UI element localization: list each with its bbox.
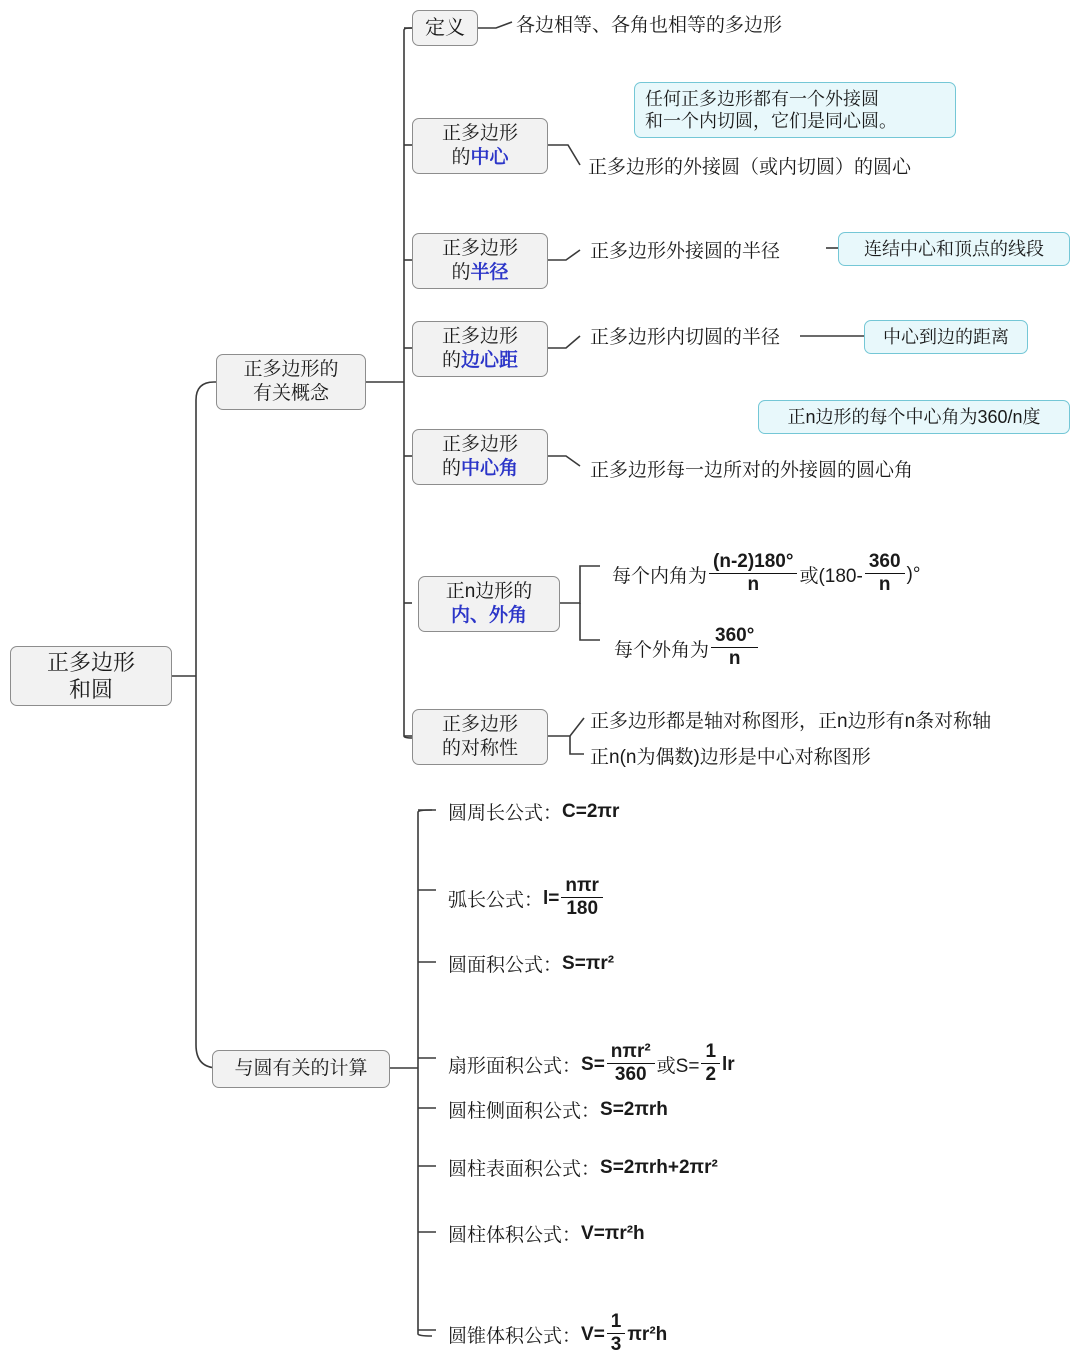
formula-cylinder-lateral [448, 1096, 668, 1123]
node-apothem[interactable] [412, 321, 548, 377]
formula-arc-length-numerator: nπr [561, 875, 603, 898]
formula-arc-length-fraction [561, 875, 603, 921]
node-center-keyword: 中心 [470, 147, 509, 168]
node-symmetry-line2: 的对称性 [441, 738, 518, 759]
interior-angle-numerator2: 360 [865, 551, 905, 574]
node-apothem-line2: 的边心距 [441, 350, 519, 371]
node-apothem-keyword: 边心距 [461, 350, 519, 371]
symmetry-desc-1: 正多边形都是轴对称图形，正n边形有n条对称轴 [590, 711, 992, 732]
interior-angle-fraction [709, 551, 797, 597]
formula-sector-area-fraction [607, 1041, 655, 1087]
formula-cylinder-lateral-name: 圆柱侧面积公式： [448, 1101, 601, 1122]
node-symmetry[interactable] [412, 709, 548, 765]
note-center [634, 82, 956, 138]
node-ngon-angles-line1: 正n边形的 [445, 581, 533, 603]
interior-angle-mid: 或(180- [799, 566, 863, 588]
node-central-angle[interactable] [412, 429, 548, 485]
note-apothem-text: 中心到边的距离 [883, 326, 1009, 347]
interior-angle-denominator2: n [878, 573, 891, 595]
formula-circumference [448, 798, 619, 825]
node-ngon-angles[interactable] [418, 576, 560, 632]
exterior-angle-denominator: n [728, 647, 741, 669]
formula-cylinder-volume-name: 圆柱体积公式： [448, 1225, 582, 1246]
formula-sector-area-mid: 或S= [656, 1056, 700, 1078]
formula-circle-area-name: 圆面积公式： [448, 955, 563, 976]
interior-angle-denominator: n [747, 573, 760, 595]
exterior-angle-prefix: 每个外角为 [614, 640, 710, 662]
interior-angle-fraction2 [865, 551, 905, 597]
formula-sector-area-numerator: nπr² [607, 1041, 655, 1064]
interior-angle-suffix: )° [906, 563, 921, 585]
formula-sector-area-denominator: 360 [614, 1063, 647, 1085]
note-radius [838, 232, 1070, 266]
node-radius[interactable] [412, 233, 548, 289]
formula-cylinder-surface-name: 圆柱表面积公式： [448, 1159, 601, 1180]
note-radius-text: 连结中心和顶点的线段 [864, 238, 1044, 259]
formula-cylinder-surface [448, 1154, 718, 1181]
note-central-angle [758, 400, 1070, 434]
interior-angle-numerator: (n-2)180° [709, 551, 797, 574]
node-center[interactable] [412, 118, 548, 174]
node-apothem-line1: 正多边形 [441, 326, 518, 348]
formula-cone-volume-denominator: 3 [610, 1333, 622, 1355]
formula-circumference-expr: C=2πr [562, 800, 620, 822]
formula-sector-area [448, 1042, 735, 1088]
formula-cone-volume-numerator: 1 [607, 1311, 626, 1334]
branch-concepts[interactable] [216, 354, 366, 410]
note-central-angle-text: 正n边形的每个中心角为360/n度 [787, 406, 1041, 427]
formula-cone-volume-tail: πr²h [627, 1323, 668, 1345]
formula-sector-area-tail: lr [722, 1053, 735, 1075]
formula-cone-volume [448, 1312, 667, 1358]
node-radius-line1: 正多边形 [441, 238, 518, 260]
center-desc: 正多边形的外接圆（或内切圆）的圆心 [588, 157, 912, 178]
node-radius-keyword: 半径 [470, 262, 509, 283]
formula-sector-area-denominator2: 2 [705, 1063, 717, 1085]
node-symmetry-line1: 正多边形 [441, 714, 518, 736]
apothem-desc: 正多边形内切圆的半径 [590, 327, 781, 348]
formula-cylinder-volume-expr: V=πr²h [581, 1222, 645, 1244]
interior-angle-prefix: 每个内角为 [612, 566, 708, 588]
formula-cylinder-surface-expr: S=2πrh+2πr² [600, 1156, 718, 1178]
node-center-line1: 正多边形 [441, 123, 518, 145]
formula-circumference-name: 圆周长公式： [448, 803, 563, 824]
formula-arc-length-name: 弧长公式： [448, 890, 544, 912]
formula-sector-area-fraction2 [701, 1041, 720, 1087]
branch-calc-label: 与圆有关的计算 [234, 1058, 368, 1080]
node-definition-label: 定义 [425, 16, 465, 39]
interior-angle-formula [612, 552, 920, 598]
formula-arc-length-lead: l= [543, 887, 560, 909]
formula-circle-area [448, 950, 614, 977]
formula-arc-length-denominator: 180 [566, 897, 599, 919]
radius-desc: 正多边形外接圆的半径 [590, 241, 781, 262]
formula-cone-volume-name: 圆锥体积公式： [448, 1326, 582, 1348]
branch-concepts-label: 正多边形的 有关概念 [243, 359, 339, 404]
node-ngon-angles-keyword: 内、外角 [450, 605, 527, 626]
exterior-angle-fraction [711, 625, 758, 671]
branch-calc[interactable] [212, 1050, 390, 1088]
exterior-angle-numerator: 360° [711, 625, 758, 648]
formula-cone-volume-fraction [607, 1311, 626, 1357]
formula-arc-length [448, 876, 605, 922]
note-center-text: 任何正多边形都有一个外接圆 和一个内切圆，它们是同心圆。 [645, 88, 897, 131]
node-central-angle-line1: 正多边形 [441, 434, 518, 456]
formula-cylinder-lateral-expr: S=2πrh [600, 1098, 668, 1120]
exterior-angle-formula [614, 626, 760, 672]
formula-cone-volume-lead: V= [581, 1323, 605, 1345]
formula-sector-area-numerator2: 1 [701, 1041, 720, 1064]
formula-sector-area-name: 扇形面积公式： [448, 1056, 582, 1078]
node-center-line2: 的中心 [451, 147, 509, 168]
symmetry-desc-2: 正n(n为偶数)边形是中心对称图形 [590, 747, 871, 768]
root-label: 正多边形 和圆 [46, 649, 135, 702]
formula-sector-area-lead: S= [581, 1053, 605, 1075]
node-central-angle-keyword: 中心角 [461, 458, 519, 479]
formula-circle-area-expr: S=πr² [562, 952, 615, 974]
central-angle-desc: 正多边形每一边所对的外接圆的圆心角 [590, 460, 914, 481]
node-central-angle-line2: 的中心角 [441, 458, 519, 479]
root-node[interactable] [10, 646, 172, 706]
node-radius-line2: 的半径 [451, 262, 509, 283]
formula-cylinder-volume [448, 1220, 645, 1247]
note-apothem [864, 320, 1028, 354]
definition-desc: 各边相等、各角也相等的多边形 [516, 15, 783, 36]
node-definition[interactable] [412, 10, 478, 46]
